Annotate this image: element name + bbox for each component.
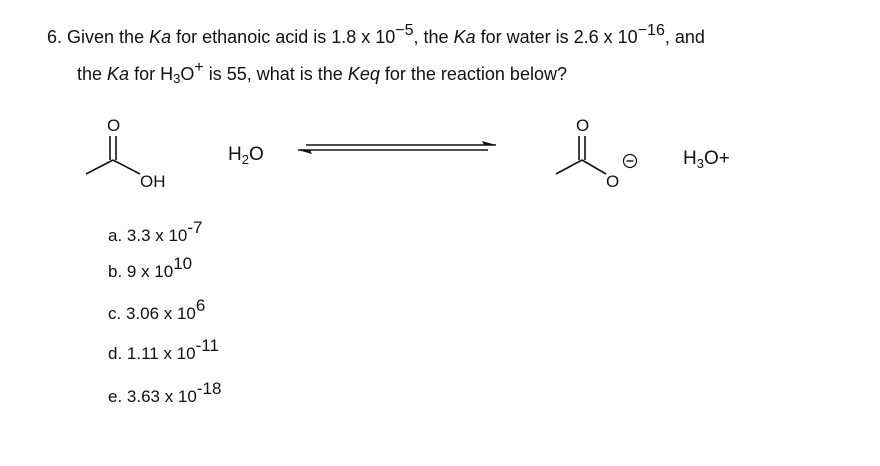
choice-exponent: -11 (195, 336, 219, 355)
question-text: for H (134, 64, 174, 84)
question-text: Given the (67, 27, 145, 47)
equilibrium-arrow (294, 138, 500, 158)
answer-choice-d (108, 336, 219, 364)
carbonyl-oxygen-label: O (576, 116, 590, 135)
hydroxyl-bond (113, 160, 140, 174)
answer-choice-c (108, 296, 206, 324)
subscript: 3 (173, 71, 181, 86)
hydronium-formula (683, 148, 730, 170)
answer-choice-e (108, 379, 222, 407)
water-h: H (228, 144, 242, 165)
question-text: for water is 2.6 x 10 (480, 27, 638, 47)
question-line-2 (77, 59, 567, 86)
choice-text: b. 9 x 10 (108, 262, 174, 281)
choice-exponent: -7 (187, 218, 203, 237)
choice-exponent: 6 (195, 296, 206, 315)
question-text: , the (413, 27, 449, 47)
choice-text: c. 3.06 x 10 (108, 304, 196, 323)
oxide-oxygen-label: O (606, 172, 620, 191)
question-text: , and (664, 27, 705, 47)
answer-choice-a (108, 218, 203, 246)
choice-exponent: -18 (196, 379, 222, 398)
question-line-1 (47, 22, 705, 48)
hydronium-subscript: 3 (696, 156, 704, 171)
question-text: O (180, 64, 195, 84)
ka-term: Ka (149, 27, 172, 47)
carbonyl-oxygen-label: O (107, 116, 121, 135)
hydroxyl-label: OH (140, 172, 166, 191)
answer-choice-b (108, 254, 193, 282)
question-number: 6. (47, 27, 63, 47)
exponent: −5 (395, 22, 414, 39)
oxide-bond (582, 160, 606, 174)
choice-exponent: 10 (173, 254, 193, 273)
acetate-ion-structure (550, 110, 670, 200)
water-formula (228, 144, 264, 166)
question-text: for ethanoic acid is 1.8 x 10 (176, 27, 396, 47)
water-o: O (248, 144, 264, 165)
water-subscript: 2 (241, 152, 249, 167)
keq-term: Keq (347, 64, 380, 84)
ka-term: Ka (107, 64, 130, 84)
ethanoic-acid-structure (80, 110, 190, 200)
question-text: for the reaction below? (384, 64, 567, 84)
charge-superscript: + (194, 59, 204, 76)
choice-text: a. 3.3 x 10 (108, 226, 188, 245)
choice-text: e. 3.63 x 10 (108, 387, 197, 406)
methyl-bond (556, 160, 582, 174)
hydronium-rest: O+ (703, 148, 730, 169)
exponent: −16 (637, 22, 665, 39)
question-text: is 55, what is the (208, 64, 343, 84)
choice-text: d. 1.11 x 10 (108, 344, 196, 363)
question-text: the (77, 64, 103, 84)
hydronium-h: H (683, 148, 697, 169)
methyl-bond (86, 160, 113, 174)
ka-term: Ka (453, 27, 476, 47)
